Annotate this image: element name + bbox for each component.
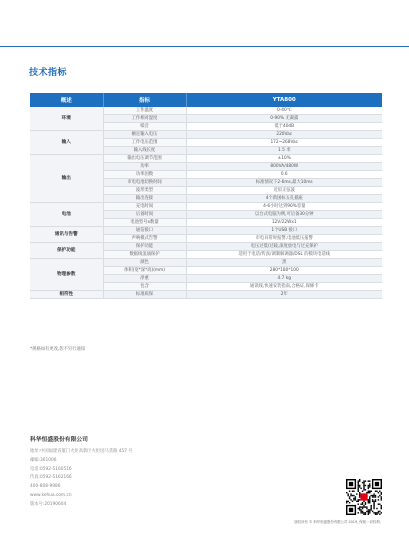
section-title: 技术指标 [29, 68, 68, 78]
category-cell: 物理参数 [30, 259, 103, 291]
copyright: 版权所有 © 科华恒盛股份有限公司 2019, 保留一切权利。 [294, 520, 383, 524]
item-cell: 颜色 [103, 259, 186, 267]
value-cell: 172~268Vac [186, 139, 382, 147]
item-cell: 声响模式告警 [103, 235, 186, 243]
qr-code-icon [346, 479, 382, 515]
value-cell: 市电异常时报警,电池低压报警 [186, 235, 382, 243]
value-cell: 0-40℃ [186, 107, 382, 115]
table-row [30, 131, 382, 139]
table-row [30, 155, 382, 163]
item-cell: 充电时间 [103, 203, 186, 211]
item-cell: 标准质保 [103, 291, 186, 299]
website-link[interactable]: www.kehua.com.cn [30, 492, 72, 498]
category-cell: 通讯与告警 [30, 227, 103, 243]
item-cell: 噪音 [103, 123, 186, 131]
value-cell: 12V/22Wx1 [186, 219, 382, 227]
item-cell: 工作温度 [103, 107, 186, 115]
value-cell: 低于40dB [186, 123, 382, 131]
value-cell: 黑 [186, 259, 382, 267]
value-cell: 标准情况下2-6ms,最大10ms [186, 179, 382, 187]
value-cell: 4个新国标五孔插座 [186, 195, 382, 203]
item-cell: 功率 [103, 163, 186, 171]
item-cell: 输入线长度 [103, 147, 186, 155]
value-cell: 0.6 [186, 171, 382, 179]
value-cell: 近似正弦波 [186, 187, 382, 195]
table-row [30, 203, 382, 211]
value-cell: 以台式电脑为例,可后备30分钟 [186, 211, 382, 219]
value-cell: 800VA/480W [186, 163, 382, 171]
item-cell: 包含 [103, 283, 186, 291]
item-cell: 市电电池切换时间 [103, 179, 186, 187]
item-cell: 净重 [103, 275, 186, 283]
spec-table [30, 93, 382, 299]
value-cell: 适用于电话/传真/调制解调器/DSL 的模块电话线 [186, 251, 382, 259]
item-cell: 后备时间 [103, 211, 186, 219]
top-divider [0, 46, 409, 47]
header-overview: 概述 [30, 93, 103, 107]
version-line: 版本号:20190604 [30, 501, 67, 507]
value-cell: 1个USB 接口 [186, 227, 382, 235]
postcode-line: 邮编:361006 [30, 457, 57, 463]
value-cell: 2年 [186, 291, 382, 299]
category-cell: 相符性 [30, 291, 103, 299]
value-cell: 1.5 米 [186, 147, 382, 155]
value-cell: 4.7 kg [186, 275, 382, 283]
header-indicator: 指标 [103, 93, 186, 107]
item-cell: 电池型号x数量 [103, 219, 186, 227]
table-header-row [30, 93, 382, 107]
value-cell: 220Vac [186, 131, 382, 139]
value-cell: 4-6小时达到90%容量 [186, 203, 382, 211]
fax-line: 传真:0592-5162166 [30, 475, 72, 481]
value-cell: ±10% [186, 155, 382, 163]
item-cell: 工作相对湿度 [103, 115, 186, 123]
item-cell: 输出连接 [103, 195, 186, 203]
item-cell: 体积(宽*深*高)(mm) [103, 267, 186, 275]
value-cell: 通讯线,快速安装指南,合格证,保修卡 [186, 283, 382, 291]
category-cell: 输入 [30, 131, 103, 155]
spec-table-body [30, 107, 382, 299]
table-row [30, 227, 382, 235]
item-cell: 波形类型 [103, 187, 186, 195]
value-cell: 280*180*100 [186, 267, 382, 275]
item-cell: 额定输入电压 [103, 131, 186, 139]
category-cell: 环境 [30, 107, 103, 131]
category-cell: 保护功能 [30, 243, 103, 259]
item-cell: 保护功能 [103, 243, 186, 251]
table-row [30, 259, 382, 267]
company-name: 科华恒盛股份有限公司 [30, 437, 88, 443]
phone-line: 电话:0592-5160516 [30, 466, 72, 472]
item-cell: 工作电压范围 [103, 139, 186, 147]
item-cell: 数据线浪涌保护 [103, 251, 186, 259]
table-row [30, 243, 382, 251]
item-cell: 通信接口 [103, 227, 186, 235]
header-model: YTA800 [186, 93, 382, 107]
value-cell: 0-90% 无凝露 [186, 115, 382, 123]
hotline-line: 400-808-9986 [30, 484, 61, 490]
item-cell: 输出电压调节范围 [103, 155, 186, 163]
table-row [30, 107, 382, 115]
contact-info [30, 448, 133, 510]
item-cell: 功率因数 [103, 171, 186, 179]
table-row [30, 291, 382, 299]
value-cell: 电压过低/过载,深度放电与过充保护 [186, 243, 382, 251]
address-line: 地址:中国福建省厦门火炬高新区火炬园马垄路 457 号 [30, 449, 133, 454]
category-cell: 输出 [30, 155, 103, 203]
category-cell: 电池 [30, 203, 103, 227]
footnote: *规格如有更改,恕不另行通知 [30, 347, 86, 352]
